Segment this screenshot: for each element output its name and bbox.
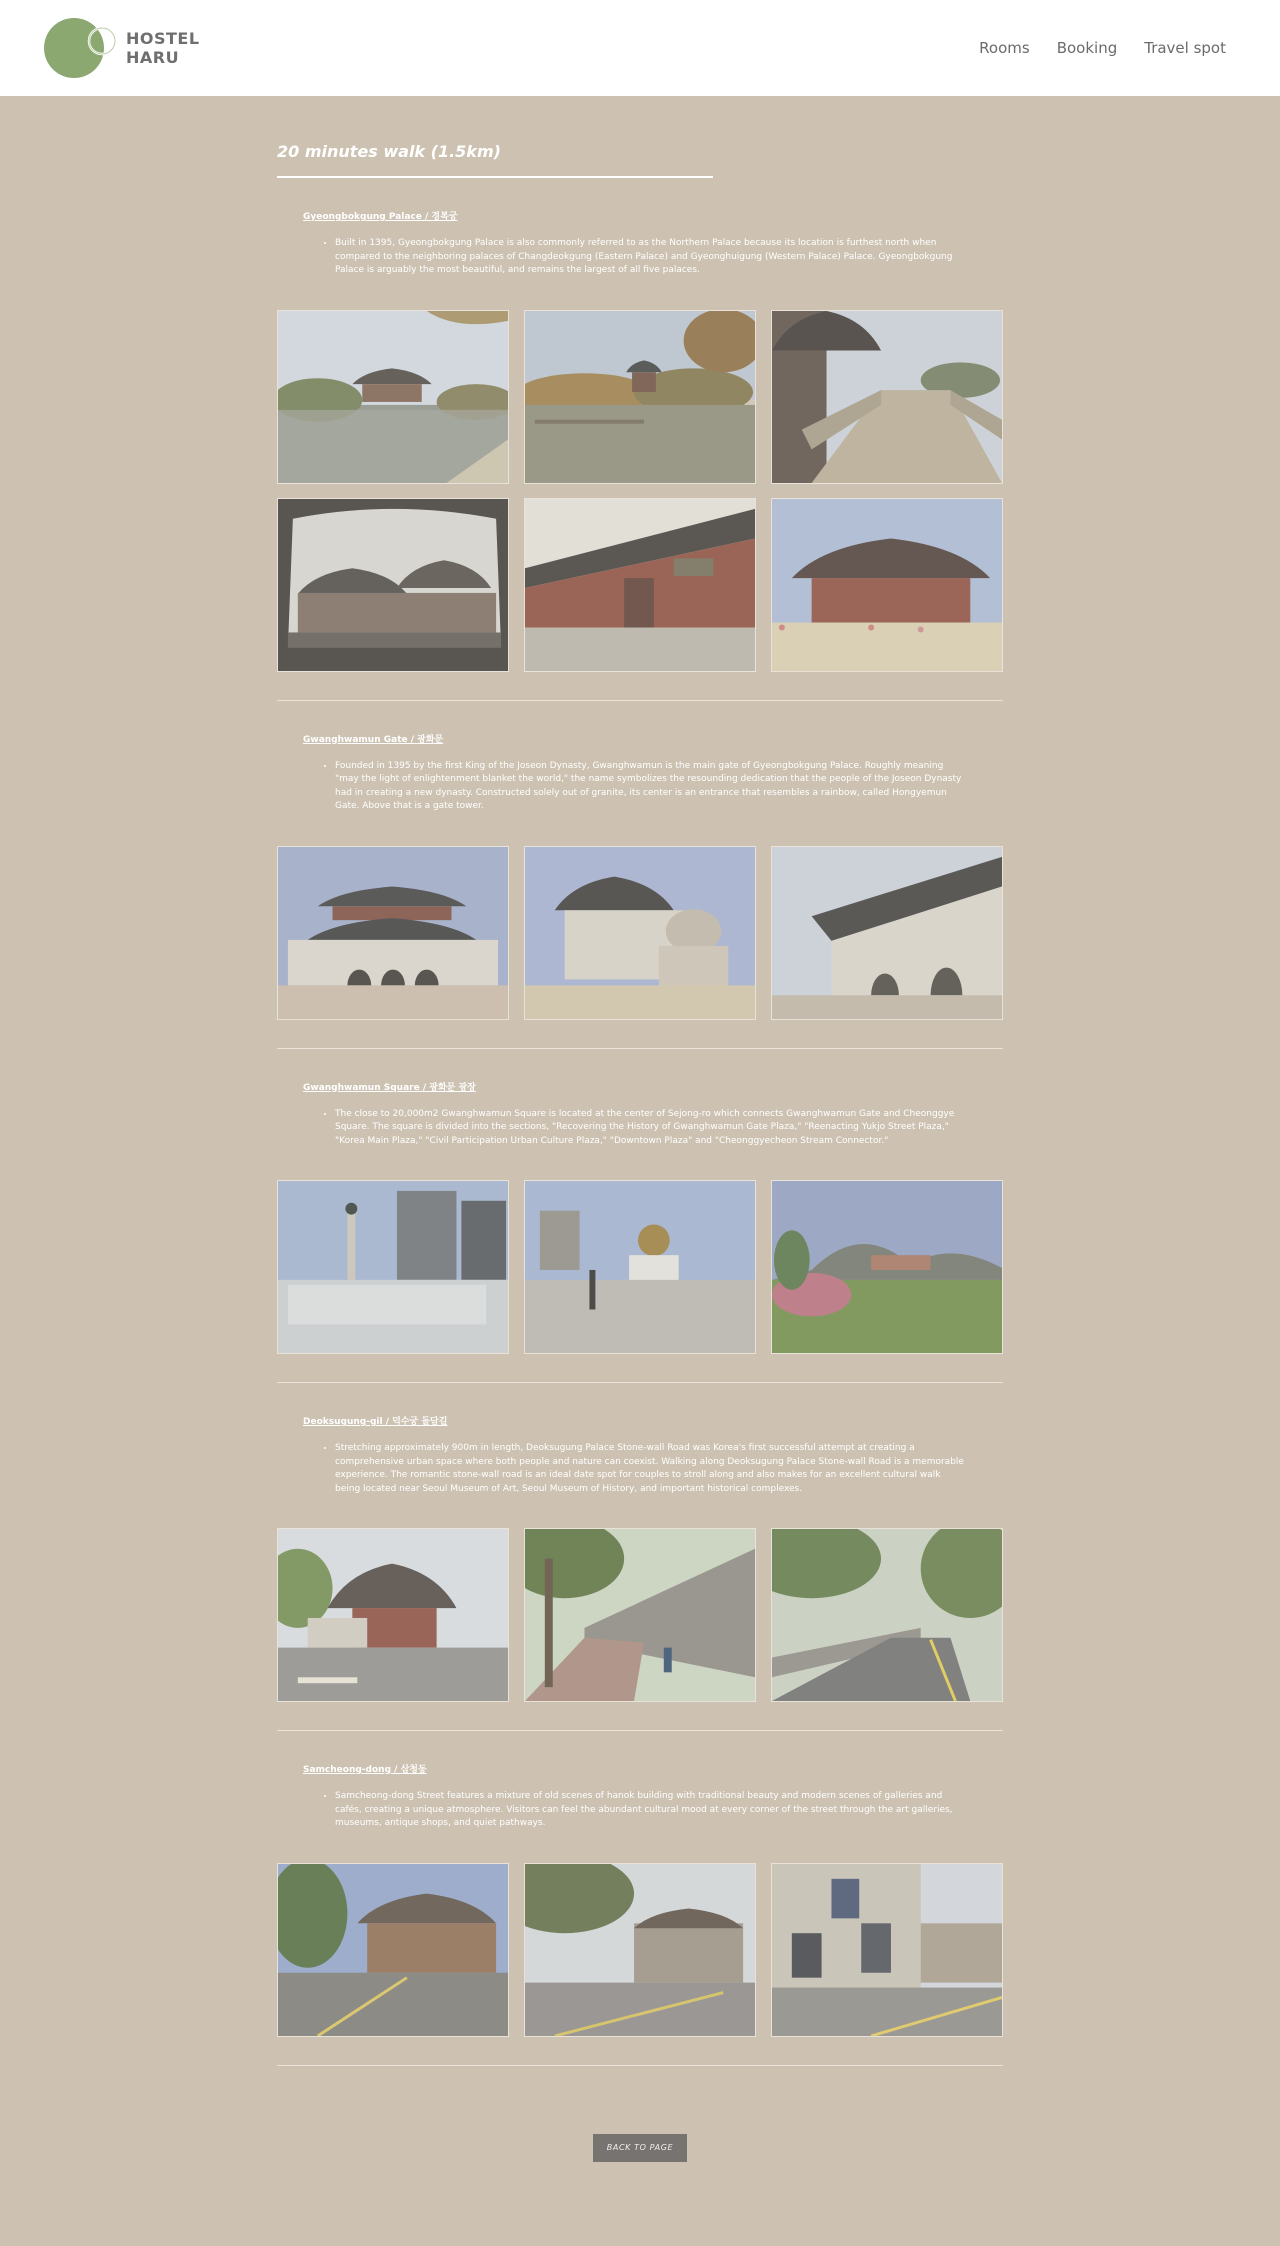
nav-booking[interactable]: Booking bbox=[1056, 39, 1118, 57]
photo-pavilion-autumn[interactable] bbox=[524, 310, 756, 484]
spot-description-list bbox=[323, 1790, 965, 1831]
photo-stone-bridge[interactable] bbox=[771, 310, 1003, 484]
photo-hanok-street[interactable] bbox=[277, 1863, 509, 2037]
walk-title: 20 minutes walk (1.5km) bbox=[277, 142, 501, 161]
back-to-page-button[interactable]: BACK TO PAGE bbox=[593, 2134, 687, 2162]
photo-grid bbox=[277, 846, 1003, 1020]
nav-rooms[interactable]: Rooms bbox=[979, 39, 1030, 57]
photo-alley-street[interactable] bbox=[524, 1863, 756, 2037]
spot-section bbox=[277, 1383, 1003, 1731]
spot-description: • The close to 20,000m2 Gwanghwamun Square is located at the center of Sejong-ro which connects Gwanghwamun Gate and Cheonggye Square. The square is divided into the sections, "Recovering the History of Gwanghwamun Gate Plaza," "Reenacting Yukjo Street Plaza," "Korea Main Plaza," "Civil Participation Urban Culture Plaza," "Downtown Plaza" and "Cheonggyecheon Stream Connector." bbox=[335, 1108, 965, 1149]
spot-section bbox=[277, 1049, 1003, 1384]
spot-name-link[interactable]: Gwanghwamun Square / 광화문 광장 bbox=[303, 1082, 476, 1093]
photo-palace-hall[interactable] bbox=[771, 498, 1003, 672]
nav-travel-spot[interactable]: Travel spot bbox=[1144, 39, 1226, 57]
spot-description-list bbox=[323, 237, 965, 278]
photo-stonewall-road[interactable] bbox=[771, 1528, 1003, 1702]
spot-description-list bbox=[323, 760, 965, 814]
spot-name-link[interactable]: Gyeongbokgung Palace / 경복궁 bbox=[303, 212, 458, 222]
photo-pavilion-pond[interactable] bbox=[277, 310, 509, 484]
spot-description: • Samcheong-dong Street features a mixture of old scenes of hanok building with traditional beauty and modern scenes of galleries and cafés, creating a unique atmosphere. Visitors can feel the abundant cultural mood at every corner of the street through the art galleries, museums, antique shops, and quiet pathways. bbox=[335, 1790, 965, 1831]
logo-line-1: HOSTEL bbox=[126, 29, 200, 48]
photo-deoksugung-gate[interactable] bbox=[277, 1528, 509, 1702]
back-wrap bbox=[277, 2066, 1003, 2242]
spot-description-list bbox=[323, 1442, 965, 1496]
spot-name-link[interactable]: Deoksugung-gil / 덕수궁 돌담길 bbox=[303, 1417, 448, 1427]
spot-description: • Stretching approximately 900m in length, Deoksugung Palace Stone-wall Road was Korea's first successful attempt at creating a comprehensive urban space where both people and nature can coexist. Walking along Deoksugung Palace Stone-wall Road is a memorable experience. The romantic stone-wall road is an ideal date spot for couples to stroll along and also makes for an excellent cultural walk being located near Seoul Museum of Art, Seoul Museum of History, and important historical complexes. bbox=[335, 1442, 965, 1496]
photo-window-view[interactable] bbox=[277, 498, 509, 672]
photo-stonewall-walk[interactable] bbox=[524, 1528, 756, 1702]
photo-palace-corridor[interactable] bbox=[524, 498, 756, 672]
spot-name-link[interactable]: Samcheong-dong / 삼청동 bbox=[303, 1765, 427, 1775]
photo-sejong-statue[interactable] bbox=[524, 1180, 756, 1354]
photo-grid bbox=[277, 1528, 1003, 1702]
photo-garden-mountain[interactable] bbox=[771, 1180, 1003, 1354]
spot-section bbox=[277, 1731, 1003, 2066]
logo-circles-icon bbox=[44, 17, 116, 79]
photo-gallery-building[interactable] bbox=[771, 1863, 1003, 2037]
travel-content bbox=[277, 96, 1003, 2242]
spot-description: • Built in 1395, Gyeongbokgung Palace is also commonly referred to as the Northern Palace because its location is furthest north when compared to the neighboring palaces of Changdeokgung (Eastern Palace) and Gyeonghuigung (Western Palace) Palace. Gyeongbokgung Palace is arguably the most beautiful, and remains the largest of all five palaces. bbox=[335, 237, 965, 278]
photo-gate-front[interactable] bbox=[277, 846, 509, 1020]
spot-section bbox=[277, 178, 1003, 701]
spot-section bbox=[277, 701, 1003, 1049]
photo-grid bbox=[277, 310, 1003, 672]
spot-description-list bbox=[323, 1108, 965, 1149]
spot-name-link[interactable]: Gwanghwamun Gate / 광화문 bbox=[303, 734, 444, 745]
photo-gate-side[interactable] bbox=[771, 846, 1003, 1020]
photo-grid bbox=[277, 1180, 1003, 1354]
site-header bbox=[0, 0, 1280, 96]
logo-text bbox=[126, 29, 200, 67]
main-nav bbox=[952, 39, 1226, 57]
logo-line-2: HARU bbox=[126, 48, 180, 67]
photo-statue-fountain[interactable] bbox=[277, 1180, 509, 1354]
spot-list bbox=[277, 178, 1003, 2066]
logo[interactable] bbox=[44, 17, 200, 79]
photo-grid bbox=[277, 1863, 1003, 2037]
spot-description: • Founded in 1395 by the first King of the Joseon Dynasty, Gwanghwamun is the main gate of Gyeongbokgung Palace. Roughly meaning "may the light of enlightenment blanket the world," the name symbolizes the resounding dedication that the people of the Joseon Dynasty had in creating a new dynasty. Constructed solely out of granite, its center is an entrance that resembles a rainbow, called Hongyemun Gate. Above that is a gate tower. bbox=[335, 760, 965, 814]
photo-gate-haetae[interactable] bbox=[524, 846, 756, 1020]
